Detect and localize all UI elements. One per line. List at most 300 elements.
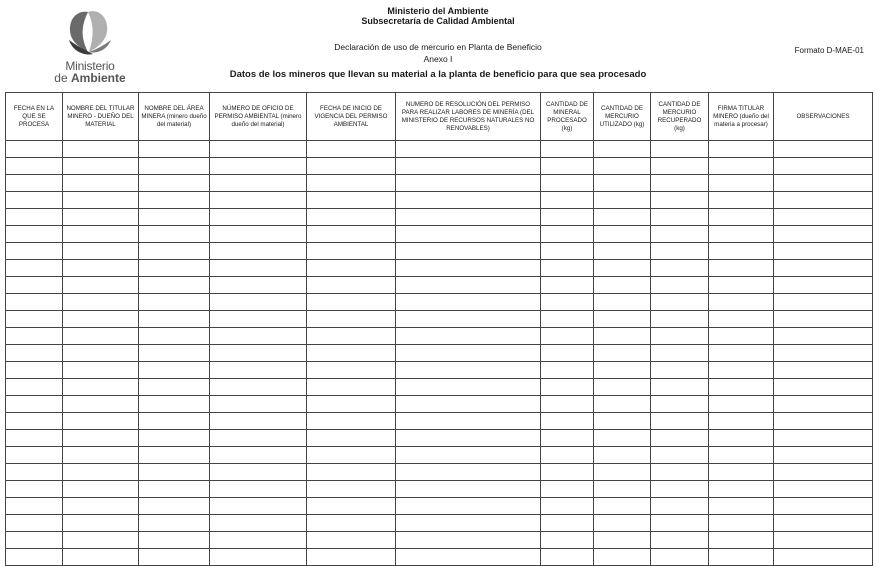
table-cell[interactable] [139,430,210,447]
table-cell[interactable] [307,141,396,158]
table-cell[interactable] [139,328,210,345]
table-cell[interactable] [6,498,63,515]
table-cell[interactable] [709,447,774,464]
table-row [6,260,873,277]
table-cell[interactable] [651,141,709,158]
table-cell[interactable] [139,141,210,158]
table-cell[interactable] [139,277,210,294]
col-header-env-permit-number: NÚMERO DE OFICIO DE PERMISO AMBIENTAL (minero dueño del material) [210,93,307,141]
table-cell[interactable] [709,226,774,243]
table-cell[interactable] [594,294,651,311]
col-header-mining-resolution: NUMERO DE RESOLUCIÓN DEL PERMISO PARA REALIZAR LABORES DE MINERÍA (DEL MINISTERIO DE RECURSOS NATURALES NO RENOVABLES) [396,93,541,141]
table-cell[interactable] [396,515,541,532]
table-cell[interactable] [709,515,774,532]
table-cell[interactable] [651,396,709,413]
table-cell[interactable] [594,430,651,447]
table-cell[interactable] [210,498,307,515]
table-cell[interactable] [774,158,873,175]
table-cell[interactable] [63,328,139,345]
table-cell[interactable] [709,430,774,447]
table-cell[interactable] [594,481,651,498]
table-cell[interactable] [709,481,774,498]
table-cell[interactable] [63,243,139,260]
table-cell[interactable] [210,277,307,294]
table-cell[interactable] [63,430,139,447]
table-cell[interactable] [396,345,541,362]
table-cell[interactable] [651,277,709,294]
table-cell[interactable] [63,379,139,396]
table-cell[interactable] [210,532,307,549]
table-cell[interactable] [63,362,139,379]
table-cell[interactable] [774,396,873,413]
table-cell[interactable] [396,481,541,498]
table-cell[interactable] [651,294,709,311]
table-cell[interactable] [396,260,541,277]
table-cell[interactable] [210,192,307,209]
table-cell[interactable] [594,549,651,566]
table-cell[interactable] [651,464,709,481]
table-cell[interactable] [396,549,541,566]
table-cell[interactable] [709,277,774,294]
col-header-mining-area: NOMBRE DEL ÁREA MINERA (minero dueño del material) [139,93,210,141]
table-cell[interactable] [139,532,210,549]
table-cell[interactable] [396,430,541,447]
table-cell[interactable] [541,532,594,549]
table-cell[interactable] [541,430,594,447]
table-cell[interactable] [139,515,210,532]
table-cell[interactable] [396,209,541,226]
table-cell[interactable] [307,345,396,362]
table-cell[interactable] [709,192,774,209]
table-cell[interactable] [541,515,594,532]
table-cell[interactable] [210,175,307,192]
table-cell[interactable] [139,362,210,379]
table-cell[interactable] [63,549,139,566]
table-row [6,328,873,345]
table-cell[interactable] [307,311,396,328]
table-cell[interactable] [307,396,396,413]
table-cell[interactable] [63,277,139,294]
table-cell[interactable] [139,175,210,192]
table-cell[interactable] [63,345,139,362]
table-cell[interactable] [139,294,210,311]
table-cell[interactable] [6,515,63,532]
table-cell[interactable] [63,515,139,532]
table-cell[interactable] [709,379,774,396]
table-cell[interactable] [63,413,139,430]
table-cell[interactable] [709,549,774,566]
table-body [6,141,873,566]
table-cell[interactable] [774,532,873,549]
table-cell[interactable] [307,260,396,277]
table-cell[interactable] [651,175,709,192]
table-cell[interactable] [594,243,651,260]
table-cell[interactable] [396,464,541,481]
table-cell[interactable] [210,379,307,396]
table-cell[interactable] [307,362,396,379]
table-cell[interactable] [709,498,774,515]
table-cell[interactable] [541,294,594,311]
table-row [6,481,873,498]
table-cell[interactable] [6,311,63,328]
table-cell[interactable] [63,498,139,515]
table-cell[interactable] [63,481,139,498]
table-cell[interactable] [396,158,541,175]
table-cell[interactable] [307,549,396,566]
table-cell[interactable] [210,396,307,413]
table-cell[interactable] [63,158,139,175]
table-cell[interactable] [594,362,651,379]
table-cell[interactable] [541,413,594,430]
table-cell[interactable] [774,498,873,515]
table-cell[interactable] [210,549,307,566]
table-cell[interactable] [6,277,63,294]
table-cell[interactable] [594,532,651,549]
table-cell[interactable] [774,226,873,243]
table-cell[interactable] [774,311,873,328]
table-cell[interactable] [396,277,541,294]
table-cell[interactable] [6,430,63,447]
table-cell[interactable] [594,311,651,328]
col-header-mineral-processed: CANTIDAD DE MINERAL PROCESADO (kg) [541,93,594,141]
table-cell[interactable] [396,311,541,328]
table-cell[interactable] [307,481,396,498]
table-cell[interactable] [541,549,594,566]
table-cell[interactable] [139,498,210,515]
table-cell[interactable] [6,396,63,413]
miners-data-table [5,92,873,566]
table-cell[interactable] [541,498,594,515]
table-cell[interactable] [139,192,210,209]
table-cell[interactable] [210,243,307,260]
table-cell[interactable] [651,158,709,175]
table-cell[interactable] [774,209,873,226]
table-cell[interactable] [774,481,873,498]
table-cell[interactable] [307,430,396,447]
table-cell[interactable] [307,277,396,294]
declaration-subtitle: Declaración de uso de mercurio en Planta de Beneficio [334,42,542,52]
table-cell[interactable] [139,447,210,464]
table-cell[interactable] [651,362,709,379]
table-cell[interactable] [651,413,709,430]
table-cell[interactable] [709,141,774,158]
col-header-mercury-recovered: CANTIDAD DE MERCURIO RECUPERADO (kg) [651,93,709,141]
table-cell[interactable] [594,277,651,294]
undersecretariat-name: Subsecretaría de Calidad Ambiental [361,16,515,26]
table-cell[interactable] [210,294,307,311]
table-cell[interactable] [541,464,594,481]
table-cell[interactable] [651,515,709,532]
table-cell[interactable] [594,515,651,532]
table-cell[interactable] [594,328,651,345]
table-row [6,294,873,311]
table-cell[interactable] [594,158,651,175]
table-cell[interactable] [307,498,396,515]
table-cell[interactable] [709,294,774,311]
table-cell[interactable] [541,141,594,158]
table-cell[interactable] [651,345,709,362]
table-cell[interactable] [210,515,307,532]
form-title: Datos de los mineros que llevan su material a la planta de beneficio para que sea procesado [229,69,647,80]
table-cell[interactable] [541,345,594,362]
table-cell[interactable] [210,345,307,362]
table-cell[interactable] [210,413,307,430]
table-cell[interactable] [594,498,651,515]
table-cell[interactable] [651,209,709,226]
table-cell[interactable] [541,260,594,277]
table-row [6,447,873,464]
table-row [6,464,873,481]
table-cell[interactable] [63,226,139,243]
table-cell[interactable] [63,447,139,464]
table-cell[interactable] [139,413,210,430]
table-cell[interactable] [307,294,396,311]
table-cell[interactable] [6,209,63,226]
table-cell[interactable] [307,447,396,464]
table-cell[interactable] [651,430,709,447]
table-cell[interactable] [63,311,139,328]
table-cell[interactable] [651,192,709,209]
table-cell[interactable] [210,447,307,464]
table-cell[interactable] [594,192,651,209]
table-cell[interactable] [396,226,541,243]
table-cell[interactable] [307,192,396,209]
table-cell[interactable] [709,175,774,192]
col-header-signature: FIRMA TITULAR MINERO (dueño del materia a procesar) [709,93,774,141]
table-cell[interactable] [651,379,709,396]
table-cell[interactable] [210,260,307,277]
table-cell[interactable] [541,243,594,260]
table-cell[interactable] [774,464,873,481]
table-cell[interactable] [139,481,210,498]
table-cell[interactable] [709,260,774,277]
table-cell[interactable] [139,379,210,396]
table-cell[interactable] [6,158,63,175]
table-cell[interactable] [541,175,594,192]
table-cell[interactable] [210,209,307,226]
table-cell[interactable] [6,549,63,566]
table-cell[interactable] [139,243,210,260]
table-cell[interactable] [396,294,541,311]
table-cell[interactable] [709,328,774,345]
table-cell[interactable] [541,158,594,175]
table-cell[interactable] [396,141,541,158]
table-cell[interactable] [774,379,873,396]
table-cell[interactable] [396,498,541,515]
table-cell[interactable] [774,277,873,294]
table-cell[interactable] [709,345,774,362]
col-header-processing-date: FECHA EN LA QUE SE PROCESA [6,93,63,141]
table-cell[interactable] [541,396,594,413]
table-cell[interactable] [709,311,774,328]
table-cell[interactable] [6,260,63,277]
table-cell[interactable] [6,243,63,260]
table-cell[interactable] [774,515,873,532]
table-cell[interactable] [541,328,594,345]
table-cell[interactable] [6,447,63,464]
table-cell[interactable] [594,413,651,430]
table-cell[interactable] [651,549,709,566]
table-cell[interactable] [63,464,139,481]
table-cell[interactable] [594,379,651,396]
table-cell[interactable] [774,294,873,311]
table-cell[interactable] [651,481,709,498]
table-cell[interactable] [541,226,594,243]
table-cell[interactable] [307,175,396,192]
table-cell[interactable] [774,345,873,362]
table-cell[interactable] [307,243,396,260]
table-cell[interactable] [63,175,139,192]
table-cell[interactable] [541,311,594,328]
table-row [6,345,873,362]
table-cell[interactable] [6,362,63,379]
table-cell[interactable] [651,226,709,243]
table-cell[interactable] [396,379,541,396]
table-cell[interactable] [63,192,139,209]
table-cell[interactable] [541,362,594,379]
table-cell[interactable] [139,226,210,243]
table-cell[interactable] [6,379,63,396]
table-cell[interactable] [139,158,210,175]
table-cell[interactable] [63,141,139,158]
table-cell[interactable] [63,396,139,413]
table-cell[interactable] [6,226,63,243]
table-cell[interactable] [307,532,396,549]
table-cell[interactable] [6,328,63,345]
table-cell[interactable] [651,260,709,277]
table-cell[interactable] [774,141,873,158]
table-cell[interactable] [139,396,210,413]
table-cell[interactable] [774,430,873,447]
table-cell[interactable] [6,532,63,549]
table-cell[interactable] [541,379,594,396]
table-cell[interactable] [774,447,873,464]
table-cell[interactable] [774,549,873,566]
table-cell[interactable] [594,447,651,464]
table-cell[interactable] [709,396,774,413]
table-cell[interactable] [210,430,307,447]
table-cell[interactable] [396,447,541,464]
table-cell[interactable] [709,209,774,226]
table-cell[interactable] [139,345,210,362]
table-cell[interactable] [709,243,774,260]
table-cell[interactable] [396,328,541,345]
logo-text-prefix: de [54,71,68,85]
table-cell[interactable] [6,481,63,498]
table-cell[interactable] [594,175,651,192]
table-cell[interactable] [774,413,873,430]
table-cell[interactable] [651,498,709,515]
table-cell[interactable] [139,209,210,226]
table-cell[interactable] [594,141,651,158]
table-cell[interactable] [774,175,873,192]
table-cell[interactable] [396,175,541,192]
table-cell[interactable] [774,260,873,277]
table-cell[interactable] [396,243,541,260]
table-row [6,158,873,175]
table-cell[interactable] [774,328,873,345]
table-cell[interactable] [210,311,307,328]
table-cell[interactable] [210,158,307,175]
table-cell[interactable] [594,396,651,413]
table-cell[interactable] [139,311,210,328]
table-cell[interactable] [774,243,873,260]
table-cell[interactable] [307,226,396,243]
table-cell[interactable] [307,515,396,532]
table-cell[interactable] [396,413,541,430]
table-cell[interactable] [307,209,396,226]
table-cell[interactable] [6,192,63,209]
table-cell[interactable] [541,209,594,226]
table-cell[interactable] [651,311,709,328]
table-cell[interactable] [651,328,709,345]
table-cell[interactable] [307,158,396,175]
table-cell[interactable] [307,464,396,481]
table-cell[interactable] [6,294,63,311]
table-cell[interactable] [396,396,541,413]
table-cell[interactable] [63,209,139,226]
table-cell[interactable] [541,447,594,464]
table-cell[interactable] [139,260,210,277]
table-cell[interactable] [709,532,774,549]
table-cell[interactable] [774,362,873,379]
table-cell[interactable] [396,532,541,549]
form-code: Formato D-MAE-01 [794,46,864,55]
table-row [6,192,873,209]
table-row [6,532,873,549]
table-cell[interactable] [594,260,651,277]
table-cell[interactable] [210,481,307,498]
table-cell[interactable] [210,328,307,345]
table-cell[interactable] [307,328,396,345]
table-cell[interactable] [307,413,396,430]
table-cell[interactable] [651,447,709,464]
table-cell[interactable] [594,464,651,481]
table-cell[interactable] [541,277,594,294]
table-cell[interactable] [594,226,651,243]
table-cell[interactable] [774,192,873,209]
table-cell[interactable] [139,464,210,481]
table-cell[interactable] [709,464,774,481]
table-cell[interactable] [210,226,307,243]
table-cell[interactable] [396,362,541,379]
table-cell[interactable] [709,158,774,175]
table-cell[interactable] [210,141,307,158]
table-cell[interactable] [709,362,774,379]
table-cell[interactable] [210,464,307,481]
table-cell[interactable] [6,141,63,158]
table-cell[interactable] [63,260,139,277]
ministry-name: Ministerio del Ambiente [387,6,489,16]
table-cell[interactable] [6,345,63,362]
table-cell[interactable] [709,413,774,430]
table-cell[interactable] [651,243,709,260]
table-cell[interactable] [6,175,63,192]
table-cell[interactable] [594,209,651,226]
table-cell[interactable] [210,362,307,379]
table-cell[interactable] [6,413,63,430]
table-cell[interactable] [651,532,709,549]
table-cell[interactable] [307,379,396,396]
table-cell[interactable] [594,345,651,362]
table-cell[interactable] [541,192,594,209]
table-cell[interactable] [6,464,63,481]
table-cell[interactable] [139,549,210,566]
table-cell[interactable] [541,481,594,498]
table-cell[interactable] [63,294,139,311]
table-cell[interactable] [396,192,541,209]
table-cell[interactable] [63,532,139,549]
